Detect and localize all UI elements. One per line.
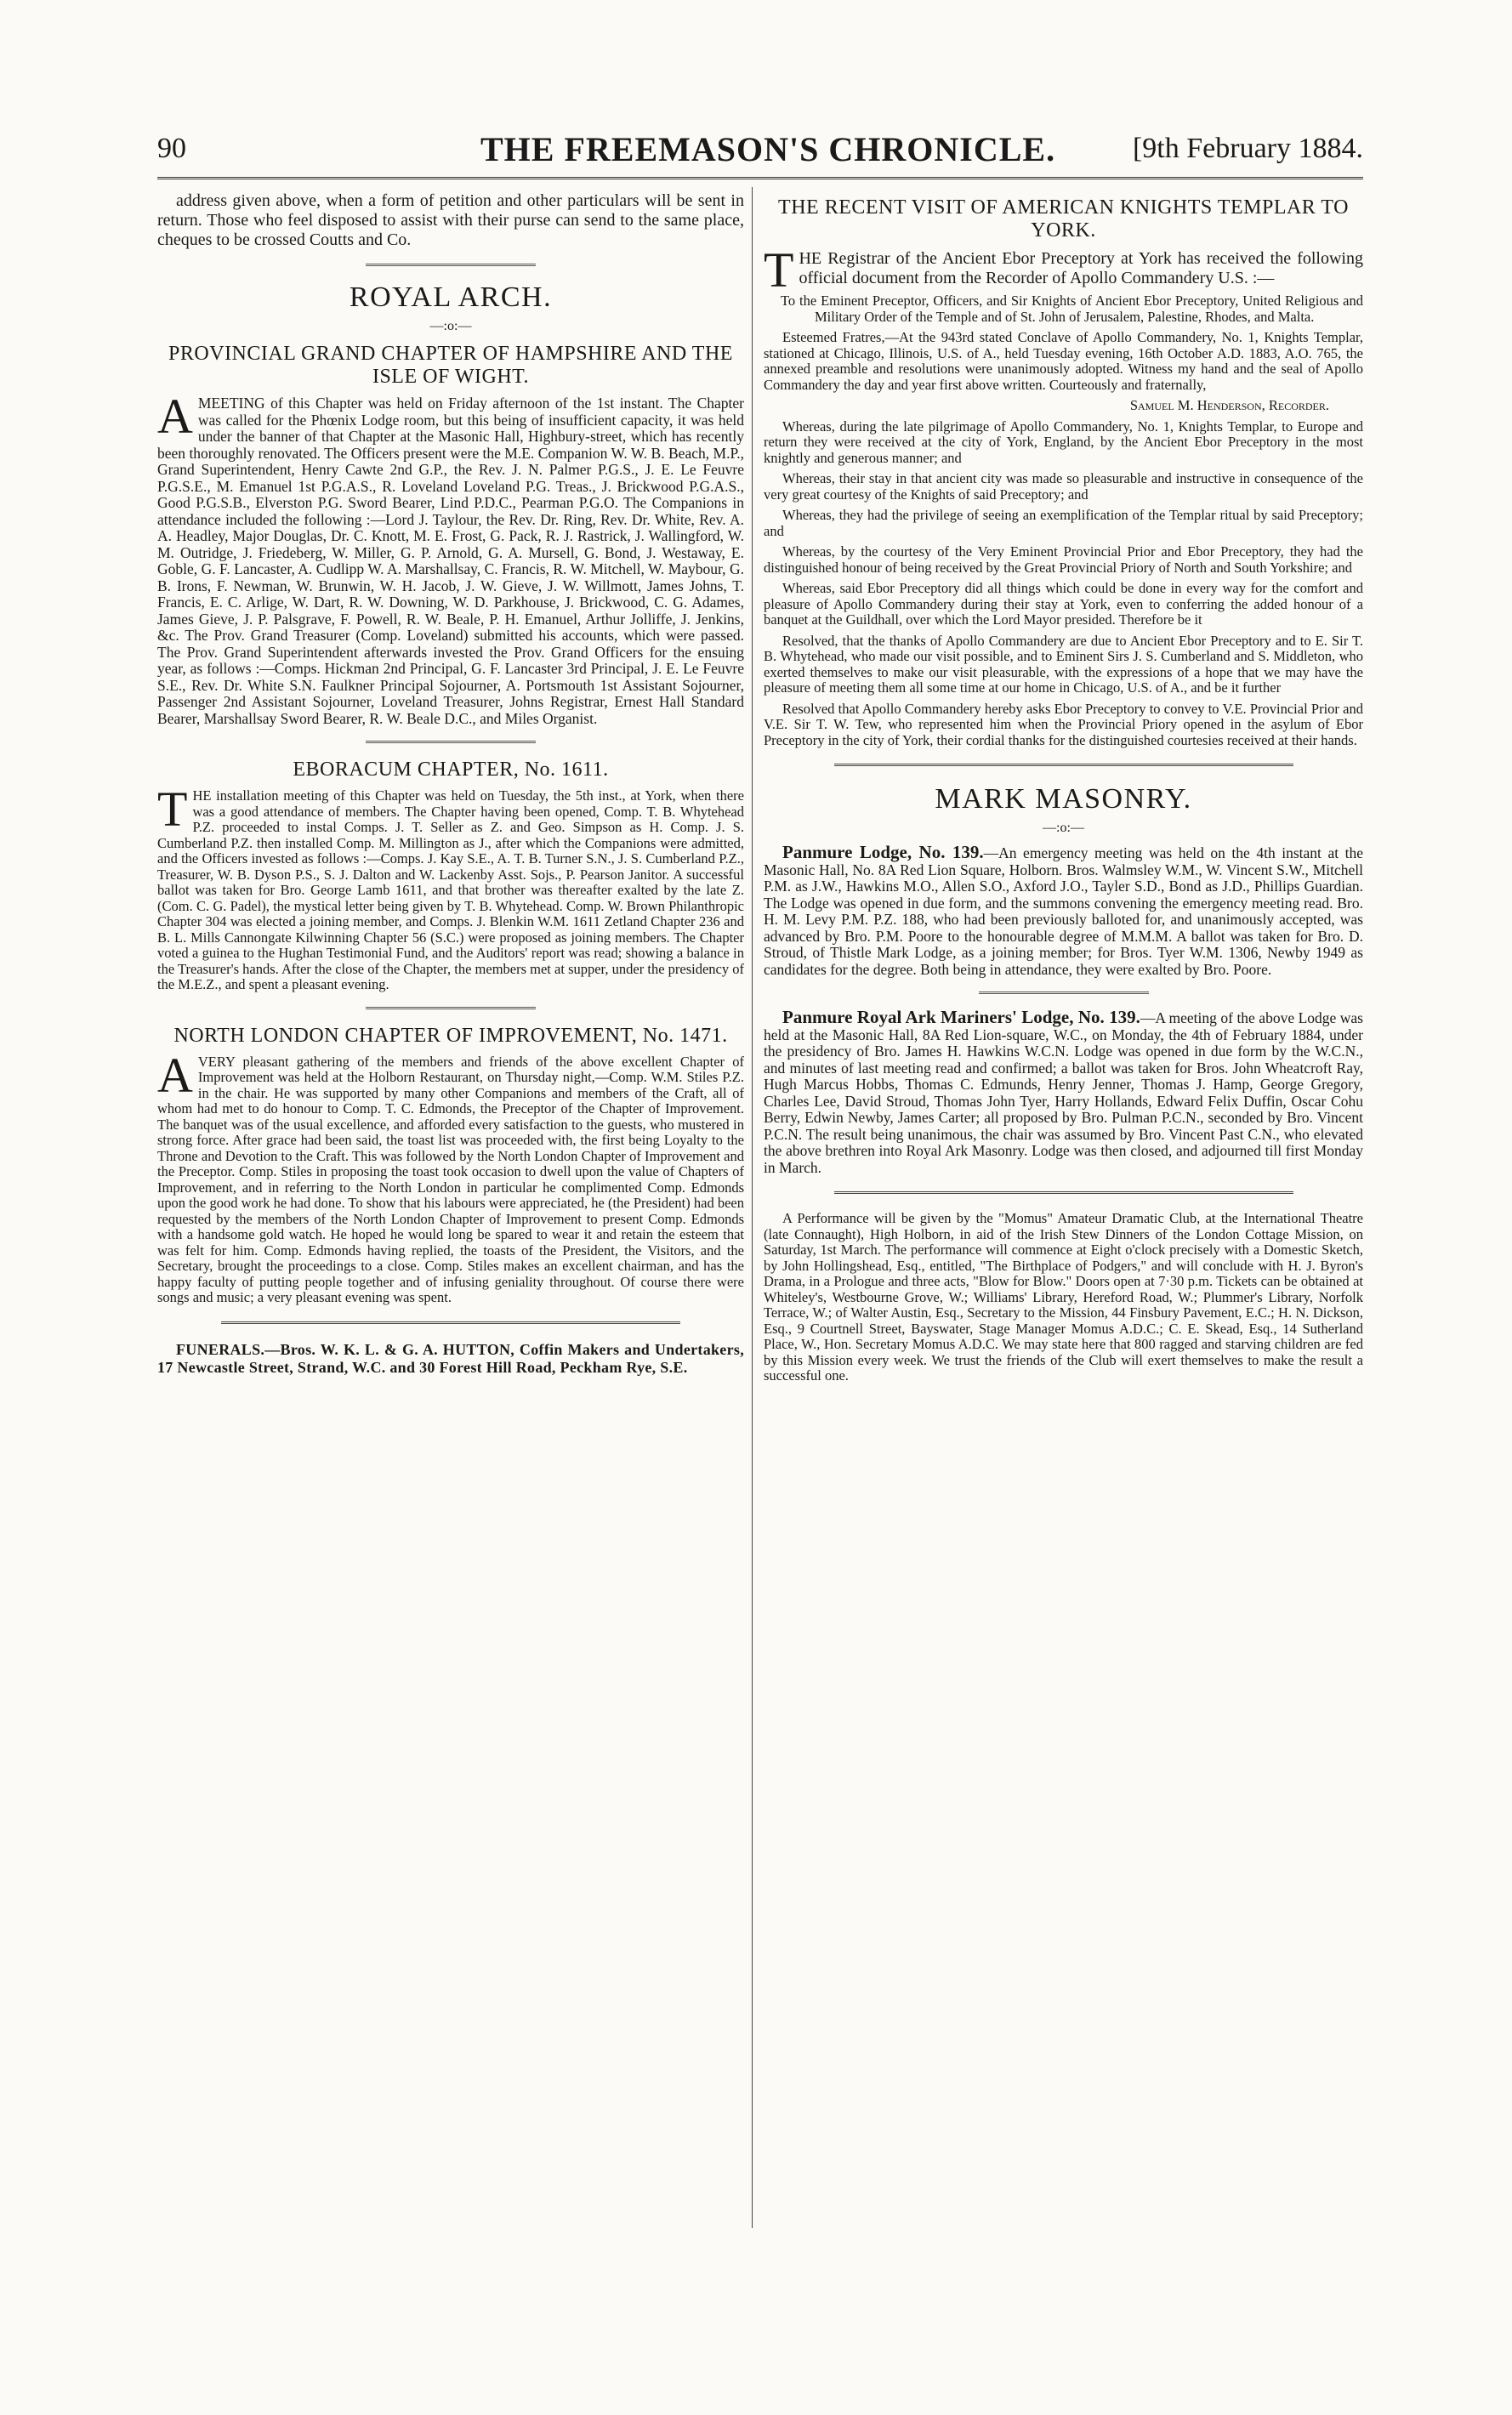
masthead-rule bbox=[157, 177, 1363, 179]
intro-paragraph: address given above, when a form of petition and other particulars will be sent in return. Those who feel disposed to assist with their purse can send to the same place, cheques to be crossed Coutts and Co. bbox=[157, 191, 744, 249]
separator-rule bbox=[366, 1007, 536, 1009]
ark-mariners-body: —A meeting of the above Lodge was held at the Masonic Hall, 8A Red Lion-square, W.C., on Monday, the 4th of February 1884, under the presidency of Bro. James H. Hawkins W.C.N. Lodge was opened in due form by the W.C.N., and minutes of last meeting read and confirmed; a ballot was taken for Bros. John Wheatcroft Ray, Hugh Marcus Hobbs, Thomas C. Edmunds, Henry Jenner, Thomas J. Hamp, George Gregory, Charles Lee, David Stroud, Thomas John Tyer, Harry Hollands, Edward Felix Duffin, Oscar Cohu Berry, Edwin Newby, James Carter; all proposed by Bro. Pulman P.C.N., seconded by Bro. Vincent P.C.N. The result being unanimous, the chair was assumed by Bro. Vincent Past C.N., who elevated the above brethren into Royal Ark Masonry. Lodge was then closed, and adjourned till first Monday in March. bbox=[764, 1009, 1363, 1176]
separator-rule bbox=[979, 992, 1149, 994]
panmure-lodge-body: —An emergency meeting was held on the 4th instant at the Masonic Hall, No. 8A Red Lion Square, Holborn. Bros. Walmsley W.M., W. Vincent S.W., Mitchell P.M. as J.W., Hawkins M.O., Allen S.O., Axford J.O., Tayler S.D., Bond as J.D., Phillips Guardian. The Lodge was opened in due form, and the summons convening the emergency meeting read. Bro. H. M. Levy P.M. P.Z. 188, who had been previously balloted for, and unanimously accepted, was advanced by Bro. P.M. Poore to the honourable degree of M.M.M. A ballot was taken for Bro. D. Stroud, of Thistle Mark Lodge, as a joining member; for Bros. Tyer W.M. 1306, Newby 1949 as candidates for the degree. Both being in attendance, they were exalted by Bro. Poore. bbox=[764, 844, 1363, 978]
royal-arch-heading: ROYAL ARCH. bbox=[349, 281, 553, 313]
templar-paragraph: Resolved, that the thanks of Apollo Commandery are due to Ancient Ebor Preceptory and to E. Sir T. B. Whytehead, who made our visit possible, and to Eminent Sirs J. S. Cumberland and S. Middleton, who exerted themselves to make our visit pleasurable, with the expressions of a hope that we may have the pleasure of meeting them all some time at our home in Chicago, U.S. of A., and be it further bbox=[764, 632, 1363, 696]
templar-signature: Samuel M. Henderson, Recorder. bbox=[1129, 397, 1329, 413]
eboracum-heading: EBORACUM CHAPTER, No. 1611. bbox=[293, 759, 609, 781]
page-number: 90 bbox=[157, 133, 186, 164]
separator-rule bbox=[221, 1321, 680, 1324]
templar-heading: THE RECENT VISIT OF AMERICAN KNIGHTS TEMPLAR TO YORK. bbox=[778, 196, 1349, 242]
templar-address: To the Eminent Preceptor, Officers, and Sir Knights of Ancient Ebor Preceptory, United Religious and Military Order of the Temple and of St. John of Jerusalem, Palestine, Rhodes, and Malta. bbox=[781, 293, 1363, 325]
templar-paragraph: Whereas, by the courtesy of the Very Eminent Provincial Prior and Ebor Preceptory, they had the distinguished honour of being received by the Great Provincial Priory of North and South Yorkshire; and bbox=[764, 543, 1363, 576]
mark-masonry-heading: MARK MASONRY. bbox=[935, 783, 1192, 815]
left-column bbox=[157, 191, 744, 1382]
section-ornament: —:o:— bbox=[429, 319, 472, 333]
panmure-lodge-article bbox=[764, 844, 1363, 978]
eboracum-body: HE installation meeting of this Chapter was held on Tuesday, the 5th inst., at York, when there was a good attendance of members. The Chapter having been opened, Comp. T. B. Whytehead P.Z. proceeded to instal Comps. J. T. Seller as Z. and Geo. Simpson as H. Comp. J. S. Cumberland P.Z. then installed Comp. M. Millington as J., after which the Companions were admitted, and the Officers invested as follows :—Comps. J. Kay S.E., A. T. B. Turner S.N., J. S. Cumberland P.Z., Treasurer, W. B. Dyson P.S., S. J. Dalton and W. Lackenby Asst. Sojs., P. Pearson Janitor. A successful ballot was taken for Bro. George Lamb 1611, and that brother was thereafter exalted by the late Z. (Com. C. G. Padel), the mystical letter being given by T. B. Whytehead. Comp. W. Brown Philanthropic Chapter 304 was elected a joining member, and Comps. J. Blenkin W.M. 1611 Zetland Chapter 236 and B. L. Mills Cannongate Kilwinning Chapter 56 (S.C.) were proposed as joining members. The Chapter voted a guinea to the Hughan Testimonial Fund, and the Auditors' report was read; showing a balance in the Treasurer's hands. After the close of the Chapter, the members met at supper, under the presidency of the M.E.Z., and spent a pleasant evening. bbox=[157, 787, 744, 992]
column-divider bbox=[752, 187, 753, 2228]
north-london-article bbox=[157, 1047, 744, 1306]
drop-cap: A bbox=[157, 389, 193, 444]
separator-rule bbox=[834, 764, 1293, 766]
separator-rule bbox=[834, 1191, 1293, 1194]
masthead bbox=[157, 128, 1363, 172]
templar-paragraph: Resolved that Apollo Commandery hereby asks Ebor Preceptory to convey to V.E. Provincial Prior and V.E. Sir T. W. Tew, who represented him when the Provincial Priory opened in the asylum of Ebor Preceptory in the city of York, their cordial thanks for the distinguished courtesies received at their hands. bbox=[764, 700, 1363, 748]
templar-paragraph: Whereas, they had the privilege of seeing an exemplification of the Templar ritual by said Preceptory; and bbox=[764, 507, 1363, 539]
separator-rule bbox=[366, 264, 536, 266]
templar-lead-text: HE Registrar of the Ancient Ebor Preceptory at York has received the following official document from the Recorder of Apollo Commandery U.S. :— bbox=[799, 249, 1363, 287]
templar-paragraph: Whereas, said Ebor Preceptory did all things which could be done in every way for the comfort and pleasure of Apollo Commandery during their stay at York, even to conferring the added honour of a banquet at the Guildhall, over which the Lord Mayor presided. Therefore be it bbox=[764, 580, 1363, 628]
panmure-lodge-title: Panmure Lodge, No. 139. bbox=[782, 842, 984, 862]
templar-paragraph: Whereas, their stay in that ancient city was made so pleasurable and instructive in consequence of the very great courtesy of the Knights of said Preceptory; and bbox=[764, 470, 1363, 503]
drop-cap: T bbox=[764, 242, 794, 298]
funerals-advert: FUNERALS.—Bros. W. K. L. & G. A. HUTTON, Coffin Makers and Undertakers, 17 Newcastle Street, Strand, W.C. and 30 Forest Hill Road, Peckham Rye, S.E. bbox=[157, 1340, 744, 1376]
momus-notice: A Performance will be given by the "Momus" Amateur Dramatic Club, at the International Theatre (late Connaught), High Holborn, in aid of the Irish Stew Dinners of the London Cottage Mission, on Saturday, 1st March. The performance will commence at Eight o'clock precisely with a Domestic Sketch, by John Hollingshead, Esq., entitled, "The Birthplace of Podgers," and will conclude with H. J. Byron's Drama, in a Prologue and three acts, "Blow for Blow." Doors open at 7·30 p.m. Tickets can be obtained at Whiteley's, Westbourne Grove, W.; Williams' Library, Hereford Road, W.; Plummer's Library, Norfolk Terrace, W.; of Walter Austin, Esq., Secretary to the Mission, 44 Finsbury Pavement, E.C.; H. N. Dickson, Esq., 9 Courtnell Street, Bayswater, Stage Manager Momus A.D.C.; C. E. Skead, Esq., 14 Sutherland Place, W., Hon. Secretary Momus A.D.C. We may state here that 800 ragged and starving children are fed by this Mission every week. We trust the friends of the Club will exert themselves to make the result a successful one. bbox=[764, 1210, 1363, 1384]
templar-greeting: Esteemed Fratres,—At the 943rd stated Conclave of Apollo Commandery, No. 1, Knights Templar, stationed at Chicago, Illinois, U.S. of A., held Tuesday evening, 16th October A.D. 1883, A.O. 765, the annexed preamble and resolutions were unanimously adopted. Witness my hand and the seal of Apollo Commandery the day and year first above written. Courteously and fraternally, bbox=[764, 329, 1363, 393]
drop-cap: T bbox=[157, 781, 188, 837]
eboracum-article bbox=[157, 781, 744, 993]
right-column bbox=[764, 191, 1363, 1389]
hampshire-body: MEETING of this Chapter was held on Friday afternoon of the 1st instant. The Chapter was called for the Phœnix Lodge room, but this being of insufficient capacity, it was held under the banner of that Chapter at the Masonic Hall, Highbury-street, which has recently been thoroughly renovated. The Officers present were the M.E. Companion W. W. B. Beach, M.P., Grand Superintendent, Henry Cawte 2nd G.P., the Rev. J. N. Palmer P.G.S., J. E. Le Feuvre P.G.S.E., M. Emanuel 1st P.G.A.S., R. Loveland Loveland P.G. Treas., J. Brickwood P.G.A.S., Good P.G.S.B., Elverston P.G. Sword Bearer, Lind P.D.C., Pearman P.G.O. The Companions in attendance included the following :—Lord J. Taylour, the Rev. Dr. Ring, Rev. Dr. White, Rev. A. A. Headley, Major Douglas, Dr. C. Knott, M. E. Frost, G. Pack, R. J. Rastrick, J. Wallingford, W. M. Outridge, J. Friedeberg, W. Miller, G. P. Arnold, G. A. Mursell, G. Bond, J. Westaway, E. Goble, G. F. Lancaster, A. Cudlipp W. A. Marshallsay, C. Francis, R. W. Mitchell, W. Maybour, G. B. Irons, F. Newman, W. Brunwin, W. H. Jacob, J. W. Gieve, J. W. Willmott, James Johns, T. Francis, E. C. Arlige, W. Dart, R. W. Downing, W. D. Parkhouse, J. Brickwood, C. G. Adames, James Gieve, J. P. Palsgrave, F. Powell, R. W. Beale, P. H. Emanuel, Arthur Jolliffe, J. Jenkins, &c. The Prov. Grand Treasurer (Comp. Loveland) submitted his accounts, which were passed. The Prov. Grand Superintendent afterwards invested the Prov. Grand Officers for the ensuing year, as follows :—Comps. Hickman 2nd Principal, G. F. Lancaster 3rd Principal, J. E. Le Feuvre S.E., Rev. Dr. White S.N. Faulkner Principal Sojourner, A. Portsmouth 1st Assistant Sojourner, Passenger 2nd Assistant Sojourner, Loveland Treasurer, Johns Registrar, Ernest Hall Standard Bearer, Marshallsay Sword Bearer, R. W. Beale D.C., and Miles Organist. bbox=[157, 395, 744, 727]
newspaper-title: THE FREEMASON'S CHRONICLE. bbox=[480, 130, 1056, 168]
ark-mariners-title: Panmure Royal Ark Mariners' Lodge, No. 139. bbox=[782, 1007, 1140, 1027]
drop-cap: A bbox=[157, 1047, 193, 1103]
issue-date: [9th February 1884. bbox=[1132, 133, 1363, 164]
ark-mariners-article bbox=[764, 1009, 1363, 1176]
hampshire-heading: PROVINCIAL GRAND CHAPTER OF HAMPSHIRE AND THE ISLE OF WIGHT. bbox=[168, 343, 733, 388]
section-ornament: —:o:— bbox=[1043, 821, 1084, 835]
templar-lead bbox=[764, 242, 1363, 298]
north-london-body: VERY pleasant gathering of the members and friends of the above excellent Chapter of Improvement was held at the Holborn Restaurant, on Thursday night,—Comp. W.M. Stiles P.Z. in the chair. He was supported by many other Companions and members of the Craft, all of whom had met to do honour to Comp. T. C. Edmonds, the Preceptor of the Chapter of Improvement. The banquet was of the usual excellence, and afforded every satisfaction to the guests, who mustered in strong force. After grace had been said, the toast list was proceeded with, the first being Loyalty to the Throne and Devotion to the Craft. This was followed by the North London Chapter of Improvement and the Preceptor. Comp. Stiles in proposing the toast took occasion to dwell upon the value of Chapters of Improvement, and in referring to the North London in particular he complimented Comp. Edmonds upon the good work he had done. To show that his labours were appreciated, he (the President) had been requested by the members of the North London Chapter of Improvement to present Comp. Edmonds with a handsome gold watch. He hoped he would long be spared to wear it and retain the esteem that was felt for him. Comp. Edmonds having replied, the toasts of the President, the Visitors, and the Secretary, brought the proceedings to a close. Comp. Stiles makes an excellent chairman, and has the happy faculty of putting people together and of infusing geniality throughout. Of course there were songs and music; a very pleasant evening was spent. bbox=[157, 1053, 744, 1305]
templar-paragraph: Whereas, during the late pilgrimage of Apollo Commandery, No. 1, Knights Templar, to Europe and return they were received at the city of York, England, by the Ancient Ebor Preceptory in the most knightly and generous manner; and bbox=[764, 418, 1363, 466]
separator-rule bbox=[366, 741, 536, 743]
north-london-heading: NORTH LONDON CHAPTER OF IMPROVEMENT, No. 1471. bbox=[173, 1024, 728, 1047]
hampshire-article bbox=[157, 389, 744, 727]
